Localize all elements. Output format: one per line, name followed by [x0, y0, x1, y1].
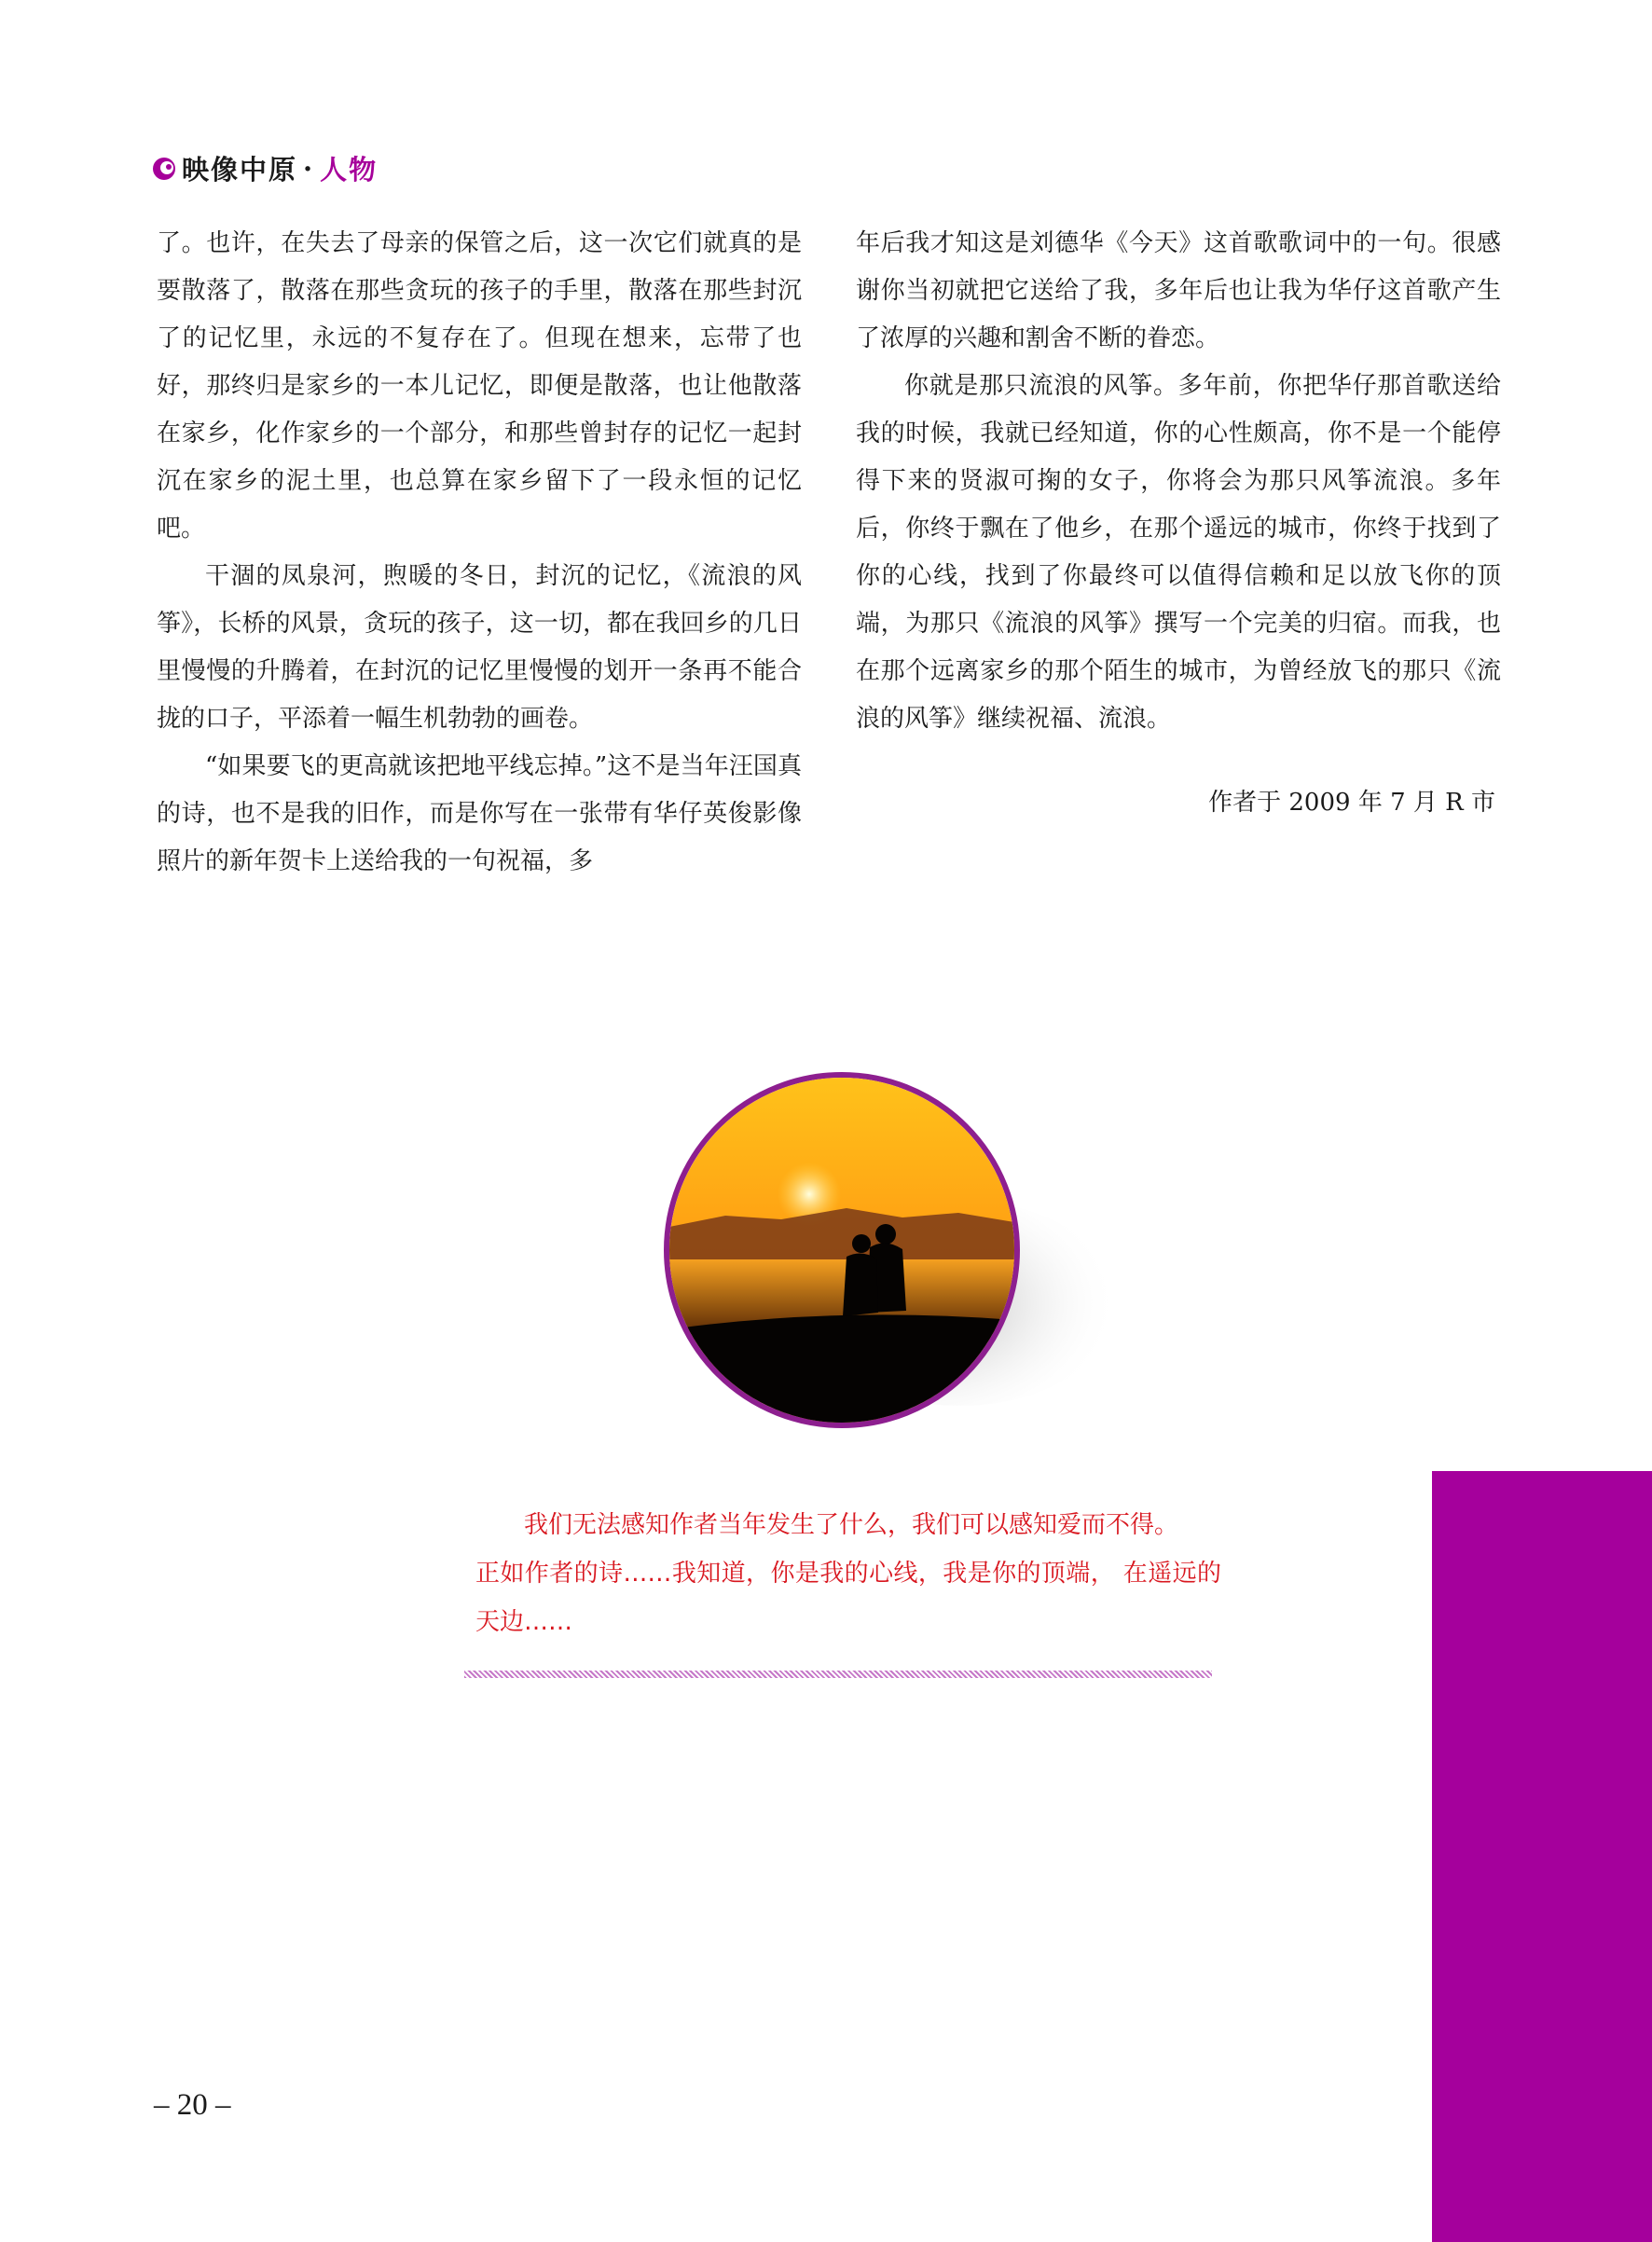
left-column	[157, 220, 802, 886]
sunset-scene	[669, 1078, 1014, 1423]
editor-quote	[475, 1501, 1221, 1646]
swirl-logo-icon	[152, 157, 176, 181]
right-column	[856, 220, 1501, 743]
sunset-couple-photo	[664, 1072, 1020, 1428]
page-number: – 20 –	[154, 2088, 231, 2122]
magazine-title: 映像中原	[182, 154, 298, 186]
paragraph: “如果要飞的更高就该把地平线忘掉。”这不是当年汪国真的诗，也不是我的旧作，而是你写在一张带有华仔英俊影像照片的新年贺卡上送给我的一句祝福，多	[157, 752, 802, 875]
header-separator: ·	[303, 152, 315, 185]
quote-line: 正如作者的诗……我知道，你是我的心线，我是你的顶端， 在遥远的天边……	[475, 1560, 1221, 1636]
paragraph: 干涸的凤泉河，煦暖的冬日，封沉的记忆，《流浪的风筝》，长桥的风景，贪玩的孩子，这一切，都在我回乡的几日里慢慢的升腾着，在封沉的记忆里慢慢的划开一条再不能合拢的口子，平添着一幅生机勃勃的画卷。	[157, 562, 802, 733]
photo-block	[653, 1061, 1137, 1452]
paragraph: 你就是那只流浪的风筝。多年前，你把华仔那首歌送给我的时候，我就已经知道，你的心性颇高，你不是一个能停得下来的贤淑可掬的女子，你将会为那只风筝流浪。多年后，你终于飘在了他乡，在那个遥远的城市，你终于找到了你的心线，找到了你最终可以值得信赖和足以放飞你的顶端，为那只《流浪的风筝》撰写一个完美的归宿。而我，也在那个远离家乡的那个陌生的城市，为曾经放飞的那只《流浪的风筝》继续祝福、流浪。	[856, 372, 1501, 733]
author-signature: 作者于 2009 年 7 月 R 市	[1208, 789, 1495, 817]
decorative-side-bar	[1432, 1471, 1652, 2242]
paragraph: 年后我才知这是刘德华《今天》这首歌歌词中的一句。很感谢你当初就把它送给了我，多年后也让我为华仔这首歌产生了浓厚的兴趣和割舍不断的眷恋。	[856, 229, 1501, 352]
quote-divider	[464, 1671, 1212, 1678]
magazine-header	[152, 149, 378, 187]
section-name: 人物	[320, 154, 379, 186]
paragraph: 了。也许，在失去了母亲的保管之后，这一次它们就真的是要散落了，散落在那些贪玩的孩子的手里，散落在那些封沉了的记忆里，永远的不复存在了。但现在想来，忘带了也好，那终归是家乡的一本儿记忆，即便是散落，也让他散落在家乡，化作家乡的一个部分，和那些曾封存的记忆一起封沉在家乡的泥土里，也总算在家乡留下了一段永恒的记忆吧。	[157, 229, 802, 543]
quote-line: 我们无法感知作者当年发生了什么，我们可以感知爱而不得。	[524, 1511, 1179, 1539]
